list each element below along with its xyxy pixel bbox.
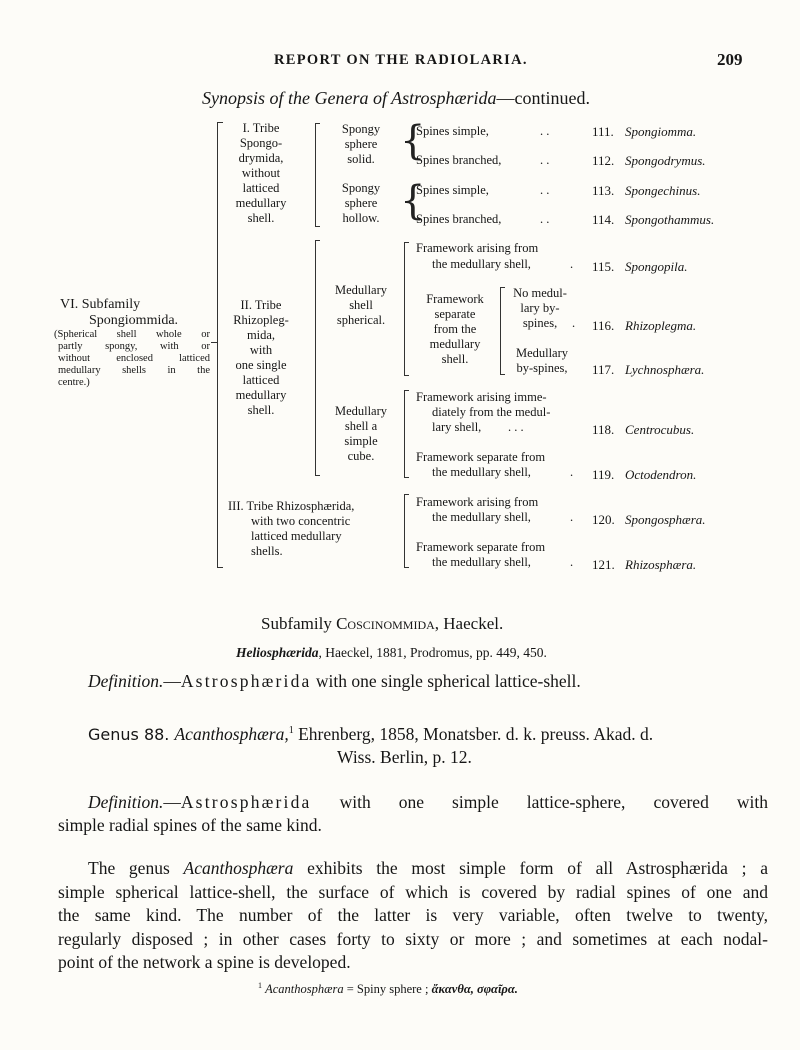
- synopsis-title: [202, 88, 590, 109]
- main-brace-tip: [211, 342, 217, 343]
- framework-separate-line: separate: [434, 307, 476, 321]
- tribe-1-line: Spongo-: [239, 136, 283, 150]
- cube-brace-bottom: [404, 477, 409, 478]
- spongy-hollow-line: sphere: [344, 196, 378, 210]
- spherical-label: [324, 283, 398, 328]
- genus-heading-rest: Ehrenberg, 1858, Monatsber. d. k. preuss. Akad. d.: [293, 724, 654, 744]
- genus-definition-term: Astrosphærida: [180, 792, 312, 812]
- body-line-3: the same kind. The number of the latter is very variable, often twelve to twenty,: [58, 905, 768, 925]
- tribe-1-line: medullary: [235, 196, 287, 210]
- spongy-solid-line: sphere: [344, 137, 378, 151]
- row-114-genus: Spongothammus.: [625, 212, 715, 227]
- tribe-2-brace-bottom: [315, 475, 320, 476]
- row-116-genus: Rhizoplegma.: [625, 318, 697, 333]
- separate-brace-top: [500, 287, 505, 288]
- row-115-dot: .: [570, 257, 574, 271]
- row-116-line: spines,: [522, 316, 558, 330]
- tribe-2-brace: [315, 240, 316, 476]
- definition-label: Definition.: [88, 671, 164, 691]
- tribe-1-line: shell.: [247, 211, 275, 225]
- synonym-ref: , Haeckel, 1881, Prodromus, pp. 449, 450.: [318, 645, 547, 660]
- tribe-3-label: [228, 499, 390, 559]
- row-121-number: 121.: [592, 557, 615, 572]
- spherical-brace-top: [404, 242, 409, 243]
- cube-brace-top: [404, 390, 409, 391]
- body-line-1: [58, 857, 768, 881]
- genus-definition-dash: —: [163, 792, 181, 812]
- row-111-text: Spines simple,: [416, 124, 489, 138]
- row-120-number: 120.: [592, 512, 615, 527]
- footnote-eq: = Spiny sphere ;: [343, 982, 432, 997]
- subfamily-note-line: (Spherical shell whole or: [54, 329, 210, 340]
- page-number: 209: [717, 50, 743, 69]
- row-120-genus: Spongosphæra.: [625, 512, 706, 527]
- tribe-1-line: without: [241, 166, 281, 180]
- tribe-2-line: shell.: [247, 403, 275, 417]
- row-118-dots: . . .: [508, 420, 524, 434]
- body-line-4: regularly disposed ; in other cases forty to sixty or more ; and sometimes at each nodal-: [58, 928, 768, 949]
- body-paragraph: [58, 857, 768, 975]
- cube-brace: [404, 390, 405, 478]
- row-119-dot: .: [570, 465, 574, 479]
- tribe-1-line: latticed: [242, 181, 280, 195]
- body-text: The genus: [88, 858, 184, 878]
- tribe-1-brace-bottom: [315, 226, 320, 227]
- tribe-2-label: [228, 298, 294, 418]
- tribe-3-brace-bottom: [404, 567, 409, 568]
- row-112-text: Spines branched,: [416, 153, 502, 167]
- spongy-hollow-line: hollow.: [342, 211, 380, 225]
- spherical-line: Medullary: [334, 283, 388, 297]
- tribe-1-line: drymida,: [238, 151, 284, 165]
- tribe-1-label: [228, 121, 294, 226]
- row-121-genus: Rhizosphæra.: [625, 557, 697, 572]
- tribe-3-line: III. Tribe Rhizosphærida,: [228, 499, 355, 513]
- spongy-solid-line: solid.: [347, 152, 375, 166]
- row-121-dot: .: [570, 555, 574, 569]
- row-119-line: Framework separate from: [416, 450, 546, 464]
- row-115-line: the medullary shell,: [432, 257, 531, 271]
- synopsis-title-rest: —continued.: [496, 88, 590, 108]
- row-116-number: 116.: [592, 318, 615, 333]
- cube-line: cube.: [347, 449, 375, 463]
- row-115-line: Framework arising from: [416, 241, 539, 255]
- spherical-line: spherical.: [336, 313, 386, 327]
- row-118-genus: Centrocubus.: [625, 422, 695, 437]
- definition-rest: with one single spherical lattice-shell.: [311, 671, 581, 691]
- row-111-dots: . .: [540, 124, 550, 138]
- tribe-1-brace: [315, 123, 316, 227]
- tribe-1-line: I. Tribe: [242, 121, 280, 135]
- spherical-line: shell: [349, 298, 373, 312]
- row-113-text: Spines simple,: [416, 183, 489, 197]
- genus-definition-line-1: [58, 791, 768, 814]
- row-111-genus: Spongiomma.: [625, 124, 697, 139]
- row-120-line: the medullary shell,: [432, 510, 531, 524]
- genus-heading: [88, 724, 653, 745]
- subfamily-note-line: medullary shells in the: [58, 365, 210, 376]
- cube-line: simple: [344, 434, 378, 448]
- row-114-dots: . .: [540, 212, 550, 226]
- tribe-3-line: latticed medullary: [251, 529, 342, 543]
- footnote-mark: 1: [258, 981, 262, 990]
- genus-definition-label: Definition.: [88, 792, 164, 812]
- genus-definition-rest-1: with one simple lattice-sphere, covered with: [311, 792, 768, 812]
- main-brace-top: [217, 122, 223, 123]
- subfamily-definition: [88, 671, 581, 692]
- main-brace: [217, 122, 218, 568]
- row-117-line: Medullary: [515, 346, 569, 360]
- separate-brace: [500, 287, 501, 375]
- spongy-solid-line: Spongy: [341, 122, 381, 136]
- genus-name: Acanthosphæra,: [174, 724, 289, 744]
- subfamily-note: [54, 329, 210, 389]
- row-116-dot: .: [572, 316, 576, 330]
- genus-heading-prefix: Genus 88.: [88, 725, 175, 744]
- row-113-dots: . .: [540, 183, 550, 197]
- row-118-number: 118.: [592, 422, 615, 437]
- row-112-dots: . .: [540, 153, 550, 167]
- row-117-line: by-spines,: [516, 361, 568, 375]
- genus-definition: [58, 791, 768, 837]
- tribe-2-line: latticed: [242, 373, 280, 387]
- framework-separate-line: Framework: [426, 292, 484, 306]
- subfamily-name: VI. Subfamily: [60, 297, 141, 312]
- body-line-5: point of the network a spine is developed.: [58, 952, 351, 972]
- framework-separate-line: medullary: [429, 337, 481, 351]
- running-title: REPORT ON THE RADIOLARIA.: [274, 52, 528, 68]
- footnote: [258, 981, 518, 997]
- genus-definition-line-2: simple radial spines of the same kind.: [58, 815, 322, 835]
- tribe-2-line: one single: [235, 358, 287, 372]
- body-text: exhibits the most simple form of all Astrosphærida ; a: [293, 858, 768, 878]
- row-116-label: [508, 286, 572, 331]
- spherical-brace-bottom: [404, 375, 409, 376]
- tribe-2-line: II. Tribe: [240, 298, 282, 312]
- row-118-line: Framework arising imme-: [416, 390, 547, 404]
- synonym-line: [236, 645, 547, 661]
- separate-brace-bottom: [500, 374, 505, 375]
- row-121-line: Framework separate from: [416, 540, 546, 554]
- subfamily-note-line: without enclosed latticed: [58, 353, 210, 364]
- brace-solid: {: [400, 118, 426, 164]
- tribe-2-line: medullary: [235, 388, 287, 402]
- tribe-2-line: mida,: [246, 328, 276, 342]
- row-119-genus: Octodendron.: [625, 467, 697, 482]
- genus-footnote-mark: 1: [288, 725, 294, 737]
- row-115-genus: Spongopila.: [625, 259, 688, 274]
- subfamily-name-2: Spongiommida.: [89, 313, 179, 328]
- row-113-genus: Spongechinus.: [625, 183, 701, 198]
- row-118-line: lary shell,: [432, 420, 482, 434]
- row-114-text: Spines branched,: [416, 212, 502, 226]
- row-117-label: [508, 346, 576, 376]
- framework-separate-label: [416, 292, 494, 367]
- row-113-number: 113.: [592, 183, 615, 198]
- genus-heading-line2: Wiss. Berlin, p. 12.: [337, 747, 472, 767]
- brace-hollow: {: [400, 178, 426, 224]
- row-116-line: No medul-: [513, 286, 567, 300]
- definition-dash: —: [163, 671, 181, 691]
- subfamily-heading-suffix: , Haeckel.: [434, 614, 504, 633]
- row-120-dot: .: [570, 510, 574, 524]
- body-line-2: simple spherical lattice-shell, the surface of which is covered by radial spines of one and: [58, 881, 768, 902]
- synonym-name: Heliosphærida: [236, 645, 319, 660]
- tribe-2-line: with: [249, 343, 273, 357]
- tribe-3-line: with two concentric: [251, 514, 351, 528]
- footnote-term: Acanthosphæra: [265, 982, 344, 997]
- tribe-3-line: shells.: [251, 544, 283, 558]
- subfamily-heading: [261, 614, 503, 634]
- body-genus: Acanthosphæra: [183, 858, 294, 878]
- row-117-number: 117.: [592, 362, 615, 377]
- definition-term: Astrosphærida: [180, 671, 312, 691]
- subfamily-heading-name: Coscinommida: [336, 614, 435, 633]
- row-115-number: 115.: [592, 259, 615, 274]
- cube-line: shell a: [344, 419, 378, 433]
- spongy-hollow-line: Spongy: [341, 181, 381, 195]
- tribe-2-brace-top: [315, 240, 320, 241]
- framework-separate-line: from the: [433, 322, 477, 336]
- row-114-number: 114.: [592, 212, 615, 227]
- synopsis-title-italic: Synopsis of the Genera of Astrosphærida: [202, 88, 497, 108]
- row-119-number: 119.: [592, 467, 615, 482]
- row-117-genus: Lychnosphæra.: [625, 362, 705, 377]
- row-116-line: lary by-: [520, 301, 560, 315]
- row-119-line: the medullary shell,: [432, 465, 531, 479]
- spongy-solid-label: [325, 122, 397, 167]
- row-120-line: Framework arising from: [416, 495, 539, 509]
- subfamily-note-line: centre.): [58, 377, 90, 388]
- tribe-1-brace-top: [315, 123, 320, 124]
- subfamily-note-line: partly spongy, with or: [58, 341, 210, 352]
- row-111-number: 111.: [592, 124, 614, 139]
- tribe-3-brace-top: [404, 494, 409, 495]
- framework-separate-line: shell.: [441, 352, 469, 366]
- row-118-line: diately from the medul-: [432, 405, 551, 419]
- row-121-line: the medullary shell,: [432, 555, 531, 569]
- spherical-brace: [404, 242, 405, 376]
- cube-label: [324, 404, 398, 464]
- subfamily-heading-prefix: Subfamily: [261, 614, 337, 633]
- cube-line: Medullary: [334, 404, 388, 418]
- spongy-hollow-label: [325, 181, 397, 226]
- tribe-3-brace: [404, 494, 405, 568]
- row-112-number: 112.: [592, 153, 615, 168]
- tribe-2-line: Rhizopleg-: [233, 313, 289, 327]
- footnote-greek: ἄκανθα, σφαῖρα.: [431, 982, 518, 997]
- row-112-genus: Spongodrymus.: [625, 153, 706, 168]
- main-brace-bottom: [217, 567, 223, 568]
